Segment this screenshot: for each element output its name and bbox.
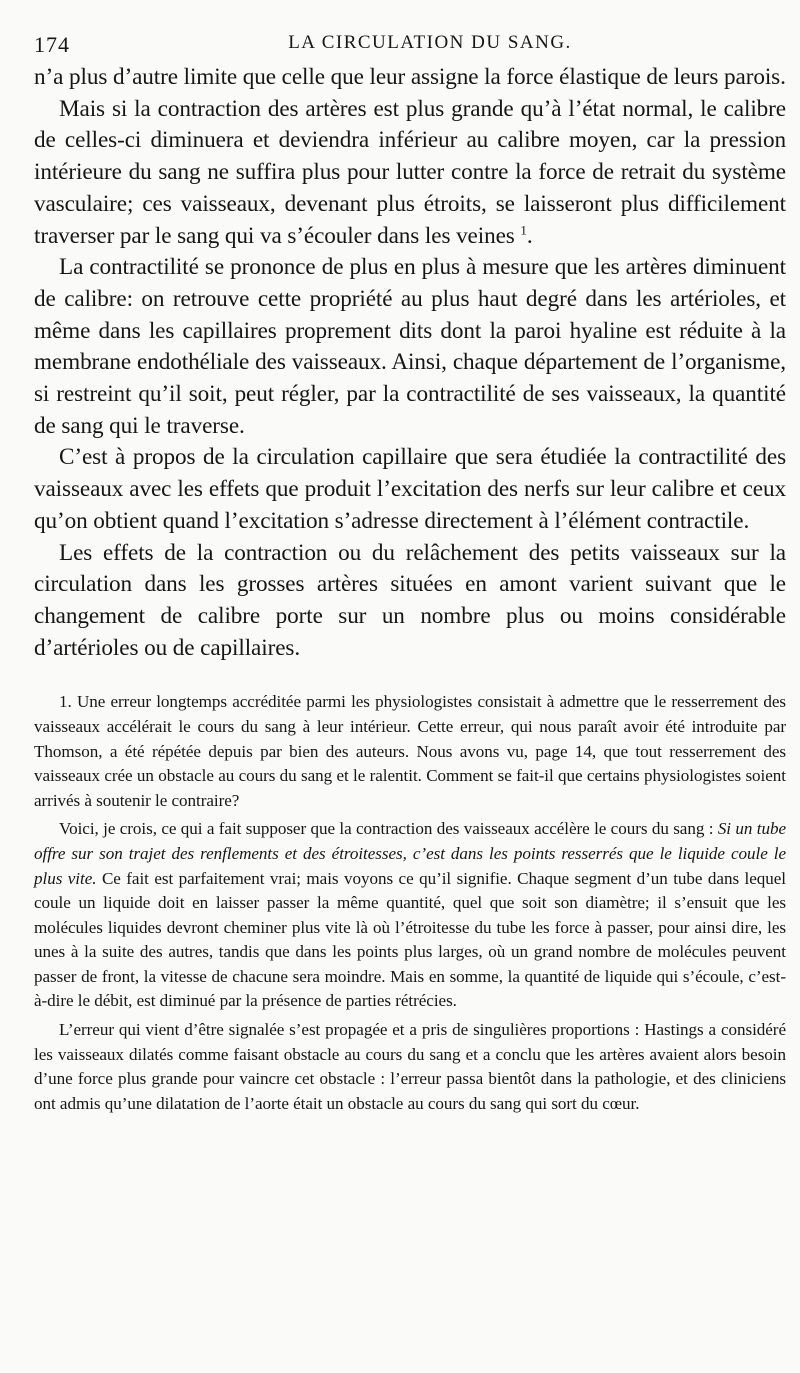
footnote-ref-1[interactable]: 1	[520, 221, 527, 237]
paragraph-2-end: .	[526, 222, 533, 249]
running-head: LA CIRCULATION DU SANG.	[288, 32, 572, 53]
footnotes	[34, 690, 786, 1116]
footnote-1-part-2	[34, 817, 786, 1014]
main-text	[34, 62, 786, 664]
paragraph-5: Les effets de la contraction ou du relâchement des petits vaisseaux sur la circulation dans les grosses artères situées en amont varient suivant que le changement de calibre porte sur un nombre plus ou moins considérable d’artérioles ou de capillaires.	[34, 539, 786, 661]
footnote-1-part-1: 1. Une erreur longtemps accréditée parmi les physiologistes consistait à admettre que le resserrement des vaisseaux accélérait le cours du sang à leur intérieur. Cette erreur, qui nous paraît avoir été introduite par Thomson, a été répétée depuis par bien des auteurs. Nous avons vu, page 14, que tout resserrement des vaisseaux crée un obstacle au cours du sang et le ralentit. Comment se fait-il que certains physiologistes soient arrivés à soutenir le contraire?	[34, 692, 786, 810]
paragraph-2-text: Mais si la contraction des artères est plus grande qu’à l’état normal, le calibre de celles-ci diminuera et deviendra inférieur au calibre moyen, car la pression intérieure du sang ne suffira plus pour lutter contre la force de retrait du système vasculaire; ces vaisseaux, devenant plus étroits, se laisseront plus difficilement traverser par le sang qui va s’écouler dans les veines	[34, 95, 786, 249]
footnote-italic-quote: Si un tube offre sur son trajet des renflements et des étroitesses, c’est dans les points resserrés que le liquide coule le plus vite.	[34, 819, 786, 888]
paragraph-1: n’a plus d’autre limite que celle que leur assigne la force élastique de leurs parois.	[34, 64, 786, 90]
footnote-separator	[34, 664, 786, 690]
paragraph-2	[34, 94, 786, 253]
page-number: 174	[34, 32, 70, 57]
footnote-text-end: Ce fait est parfaitement vrai; mais voyons ce qu’il signifie. Chaque segment d’un tube dans lequel coule un liquide doit en laisser passer la même quantité, quel que soit son diamètre; il s’ensuit que les molécules liquides devront cheminer plus vite là où l’étroitesse du tube les force à passer, pour ainsi dire, les unes à la suite des autres, tandis que dans les points plus larges, où un grand nombre de molécules peuvent passer de front, la vitesse de chacune sera moindre. Mais en somme, la quantité de liquide qui s’écoule, c’est-à-dire le débit, est diminué par la présence de parties rétrécies.	[34, 868, 786, 1011]
paragraph-4: C’est à propos de la circulation capillaire que sera étudiée la contractilité des vaisseaux avec les effets que produit l’excitation des nerfs sur leur calibre et ceux qu’on obtient quand l’excitation s’adresse directement à l’élément contractile.	[34, 444, 786, 534]
footnote-text-start: Voici, je crois, ce qui a fait supposer que la contraction des vaisseaux accélère le cours du sang :	[59, 819, 718, 839]
page-header	[34, 28, 786, 60]
paragraph-3: La contractilité se prononce de plus en plus à mesure que les artères diminuent de calibre: on retrouve cette propriété au plus haut degré dans les artérioles, et même dans les capillaires proprement dits dont la paroi hyaline est réduite à la membrane endothéliale des vaisseaux. Ainsi, chaque département de l’organisme, si restreint qu’il soit, peut régler, par la contractilité de ses vaisseaux, la quantité de sang qui le traverse.	[34, 254, 786, 439]
footnote-1-part-3: L’erreur qui vient d’être signalée s’est propagée et a pris de singulières proportions : Hastings a considéré les vaisseaux dilatés comme faisant obstacle au cours du sang et a conclu que les artères avaient alors besoin d’une force plus grande pour vaincre cet obstacle : l’erreur passa bientôt dans la pathologie, et des cliniciens ont admis qu’une dilatation de l’aorte était un obstacle au cours du sang qui sort du cœur.	[34, 1020, 786, 1113]
